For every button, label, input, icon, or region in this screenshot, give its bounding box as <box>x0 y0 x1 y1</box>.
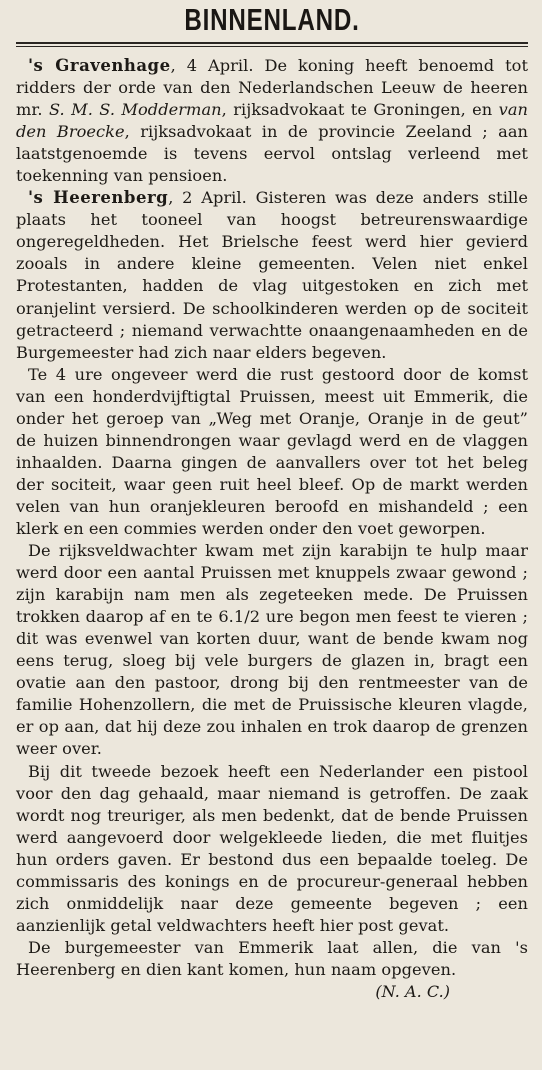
heading-rule <box>16 42 528 47</box>
paragraph-heerenberg <box>16 187 528 363</box>
paragraph-burgemeester: De burgemeester van Emmerik laat allen, die van 's Heerenberg en dien kant komen, hun naam opgeven. <box>16 937 528 979</box>
paragraph-text: , 4 April. De koning heeft benoemd tot ridders der orde van den Nederlandschen Leeuw de heeren mr. <box>16 56 528 120</box>
italic-name: van den Broecke <box>16 100 528 142</box>
source-signature: (N. A. C.) <box>375 981 450 1001</box>
paragraph-text: , rijksadvokaat te Groningen, en <box>221 100 499 120</box>
paragraph-veldwachter: De rijksveldwachter kwam met zijn karabijn te hulp maar werd door een aantal Pruissen met knuppels zwaar gewond ; zijn karabijn nam men als zegeteeken mede. De Pruissen trokken daarop af en te 6.1/2 ure begon men feest te vieren ; dit was evenwel van korten duur, want de bende kwam nog eens terug, sloeg bij vele burgers de glazen in, bragt een ovatie aan den pastoor, drong bij den rentmeester van de familie Hohenzollern, die met de Pruissische kleuren vlagde, er op aan, dat hij deze zou inhalen en trok daarop de grenzen weer over. <box>16 541 528 759</box>
rule-thin <box>16 46 528 47</box>
dateline-place: 's Heerenberg <box>28 188 169 208</box>
italic-name: S. M. S. Modderman <box>48 100 222 120</box>
section-heading: BINNENLAND. <box>184 2 360 37</box>
paragraph-tweede-bezoek: Bij dit tweede bezoek heeft een Nederlander een pistool voor den dag gehaald, maar niemand is getroffen. De zaak wordt nog treuriger, als men bedenkt, dat de bende Pruissen werd aangevoerd door welgekleede lieden, die met fluitjes hun orders gaven. Er bestond dus een bepaalde toeleg. De commissaris des konings en de procureur-generaal hebben zich onmiddelijk naar deze gemeente begeven ; een aanzienlijk getal veldwachters heeft hier post gevat. <box>16 761 528 935</box>
paragraph-pruissen: Te 4 ure ongeveer werd die rust gestoord door de komst van een honderdvijftigtal Pruissen, meest uit Emmerik, die onder het geroep van „Weg met Oranje, Oranje in de geut” de huizen binnendrongen waar gevlagd werd en de vlaggen inhaalden. Daarna gingen de aanvallers over tot het beleg der sociteit, waar geen ruit heel bleef. Op de markt werden velen van hun oranjekleuren beroofd en mishandeld ; een klerk en een commies werden onder den voet geworpen. <box>16 364 528 538</box>
article-body <box>16 55 528 1003</box>
paragraph-gravenhage <box>16 55 528 187</box>
rule-thick <box>16 42 528 44</box>
dateline-place: 's Gravenhage <box>28 56 171 75</box>
paragraph-text: , rijksadvokaat in de provincie Zeeland ; aan laatstgenoemde is tevens eervol ontslag verleend met toekenning van pensioen. <box>16 122 528 186</box>
paragraph-text: , 2 April. Gisteren was deze anders stille plaats het tooneel van hoogst betreurenswaardige ongeregeldheden. Het Brielsche feest werd hier gevierd zooals in andere kleine gemeenten. Velen niet enkel Protestanten, hadden de vlag uitgestoken en zich met oranjelint versierd. De schoolkinderen werden op de sociteit getracteerd ; niemand verwachtte onaangenaamheden en de Burgemeester had zich naar elders begeven. <box>16 188 529 362</box>
